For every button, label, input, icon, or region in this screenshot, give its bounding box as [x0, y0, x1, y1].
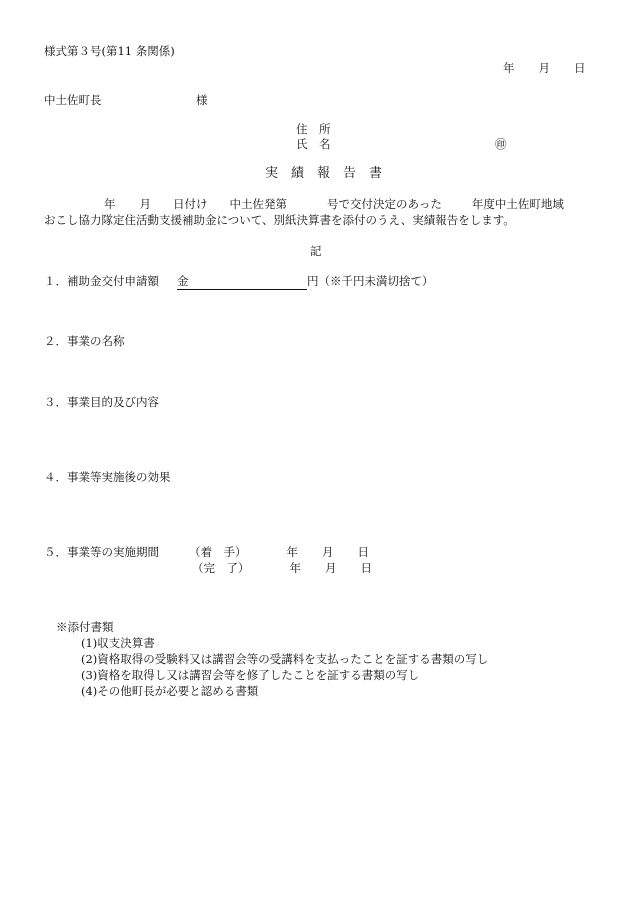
applicant-address-label: 住 所	[296, 122, 331, 136]
seal-mark: ㊞	[495, 137, 507, 151]
date-day: 日	[574, 61, 586, 75]
item5-label: ５．事業等の実施期間	[44, 545, 159, 559]
period-end-row	[192, 563, 372, 575]
end-day: 日	[360, 561, 372, 575]
period-start-label: （着 手）	[189, 545, 247, 559]
attachment-item: (1)収支決算書	[81, 636, 155, 650]
addressee-name: 中土佐町長	[44, 93, 102, 107]
addressee-honorific: 様	[196, 93, 208, 107]
attachment-item: (3)資格を取得し又は講習会等を修了したことを証する書類の写し	[81, 668, 420, 682]
item-project-name: ２．事業の名称	[44, 334, 125, 348]
start-day: 日	[357, 545, 369, 559]
attachment-item: (4)その他町長が必要と認める書類	[81, 684, 259, 698]
applicant-name-label: 氏 名	[296, 137, 331, 151]
item-subsidy-amount	[44, 276, 434, 290]
item-project-effect: ４．事業等実施後の効果	[44, 470, 171, 484]
body-month: 月	[139, 197, 151, 211]
item1-label: １．補助金交付申請額	[44, 274, 159, 288]
date-month: 月	[538, 61, 550, 75]
body-year: 年	[104, 197, 116, 211]
form-number: 様式第３号(第11 条関係)	[44, 44, 175, 58]
start-year: 年	[286, 545, 298, 559]
attachment-item: (2)資格取得の受験料又は講習会等の受講料を支払ったことを証する書類の写し	[81, 652, 489, 666]
start-month: 月	[322, 545, 334, 559]
addressee	[44, 93, 208, 107]
amount-field	[177, 276, 307, 290]
item-project-period	[44, 547, 369, 559]
amount-yen-note: 円（※千円未満切捨て）	[307, 274, 434, 288]
attachments-title: ※添付書類	[56, 620, 114, 634]
date-year: 年	[503, 61, 515, 75]
body-line-2: おこし協力隊定住活動支援補助金について、別紙決算書を添付のうえ、実績報告をします。	[44, 213, 515, 227]
ki-marker: 記	[310, 244, 322, 258]
body-fiscal-year-text: 年度中土佐町地域	[471, 197, 564, 211]
body-line-1	[104, 199, 564, 211]
body-doc-number-prefix: 中土佐発第	[229, 197, 287, 211]
body-decision-text: 号で交付決定のあった	[327, 197, 442, 211]
amount-kin: 金	[177, 274, 189, 288]
body-day: 日付け	[173, 197, 208, 211]
submission-date	[503, 63, 586, 75]
end-month: 月	[325, 561, 337, 575]
document-title: 実 績 報 告 書	[265, 166, 383, 181]
end-year: 年	[289, 561, 301, 575]
item-project-purpose: ３．事業目的及び内容	[44, 395, 159, 409]
period-end-label: （完 了）	[192, 561, 250, 575]
